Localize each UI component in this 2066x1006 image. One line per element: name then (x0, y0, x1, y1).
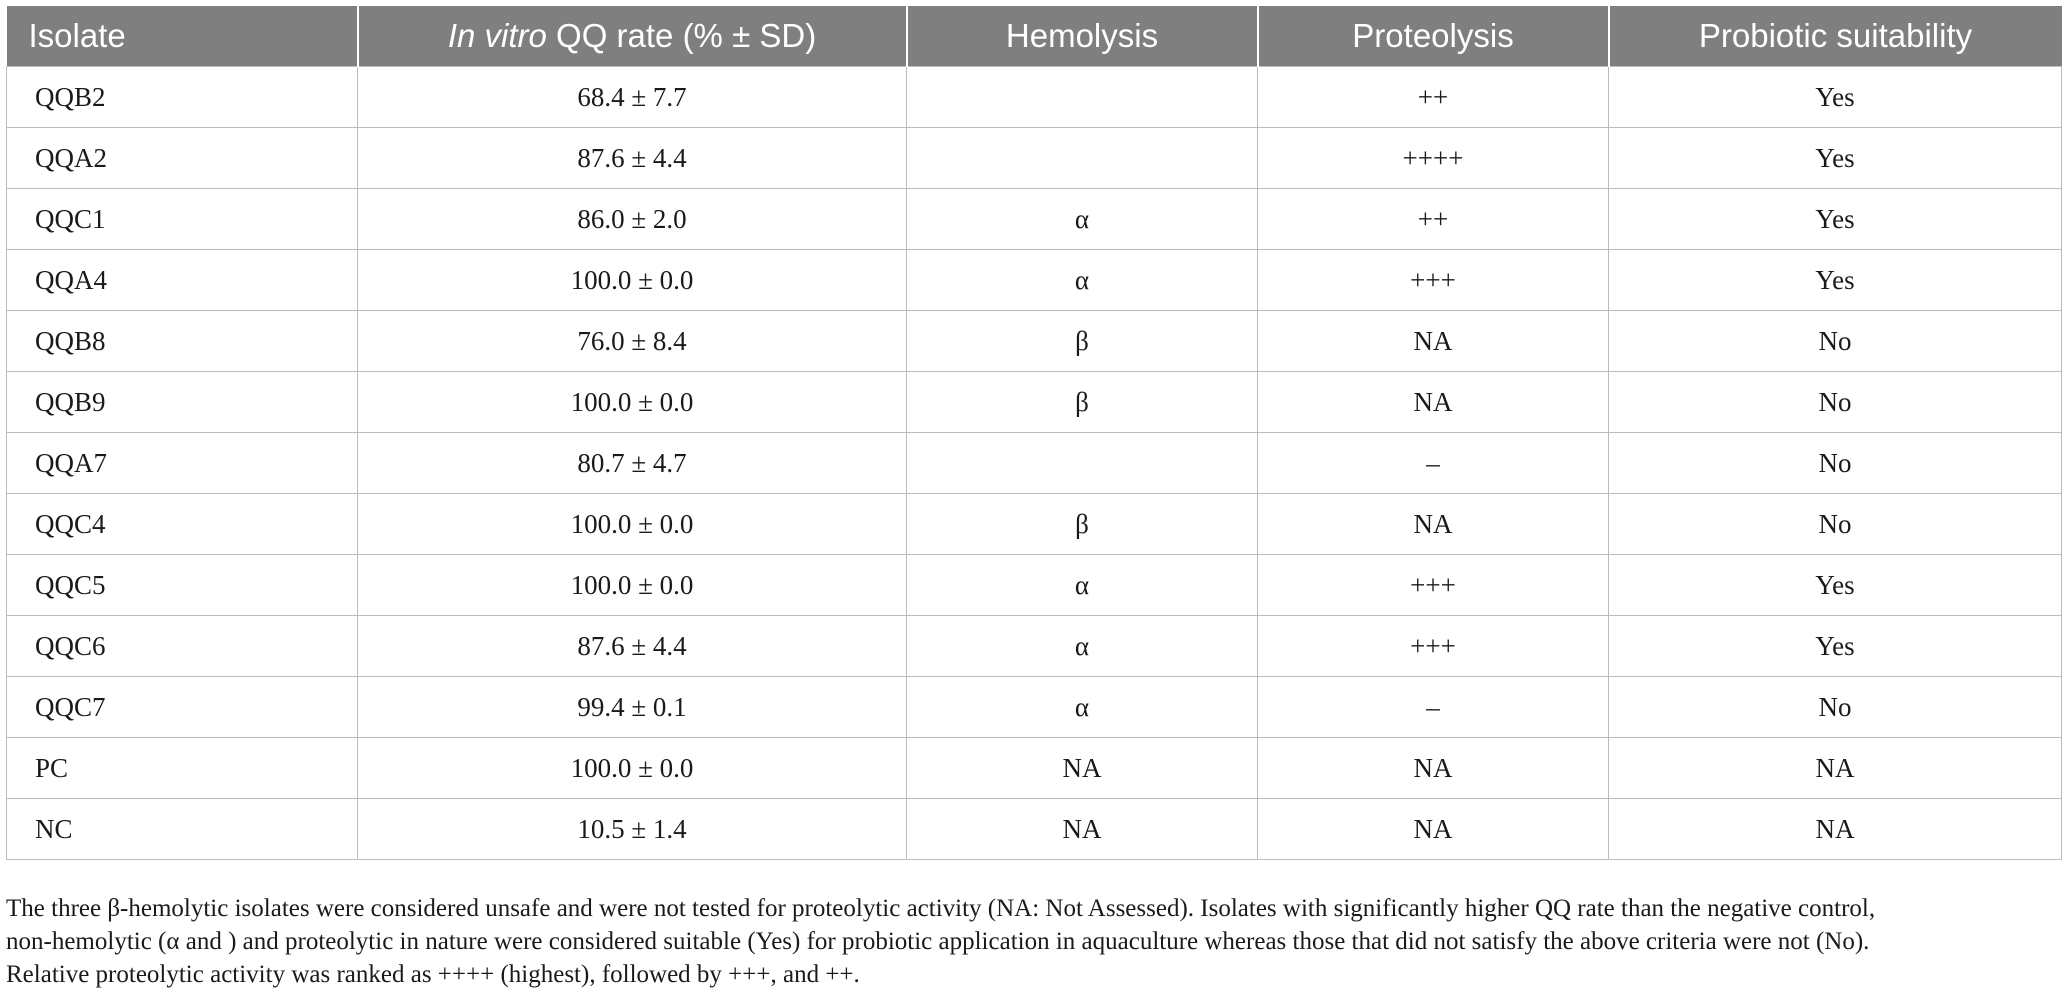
cell-hemolysis: α (907, 616, 1258, 677)
cell-probiotic-suitability: NA (1609, 738, 2062, 799)
table-row (7, 555, 2062, 616)
cell-probiotic-suitability: No (1609, 372, 2062, 433)
table-row (7, 311, 2062, 372)
cell-probiotic-suitability: No (1609, 311, 2062, 372)
cell-hemolysis: β (907, 372, 1258, 433)
table-row (7, 799, 2062, 860)
results-table-container (6, 6, 2061, 860)
table-row (7, 250, 2062, 311)
cell-qq-rate: 87.6 ± 4.4 (358, 616, 907, 677)
cell-qq-rate: 100.0 ± 0.0 (358, 738, 907, 799)
cell-hemolysis: NA (907, 799, 1258, 860)
header-proteolysis: Proteolysis (1258, 6, 1609, 67)
cell-hemolysis (907, 128, 1258, 189)
cell-qq-rate: 80.7 ± 4.7 (358, 433, 907, 494)
cell-qq-rate: 86.0 ± 2.0 (358, 189, 907, 250)
cell-isolate: QQC7 (7, 677, 358, 738)
cell-probiotic-suitability: NA (1609, 799, 2062, 860)
cell-isolate: NC (7, 799, 358, 860)
cell-hemolysis: α (907, 189, 1258, 250)
cell-proteolysis: NA (1258, 372, 1609, 433)
table-body (7, 67, 2062, 860)
cell-probiotic-suitability: Yes (1609, 67, 2062, 128)
cell-proteolysis: +++ (1258, 555, 1609, 616)
cell-hemolysis: β (907, 494, 1258, 555)
cell-hemolysis (907, 433, 1258, 494)
cell-qq-rate: 99.4 ± 0.1 (358, 677, 907, 738)
table-row (7, 494, 2062, 555)
cell-isolate: QQB2 (7, 67, 358, 128)
cell-proteolysis: NA (1258, 494, 1609, 555)
cell-hemolysis: NA (907, 738, 1258, 799)
table-row (7, 677, 2062, 738)
cell-probiotic-suitability: Yes (1609, 616, 2062, 677)
cell-proteolysis: NA (1258, 799, 1609, 860)
header-qq-rate-rest: QQ rate (% ± SD) (546, 17, 817, 54)
cell-probiotic-suitability: Yes (1609, 189, 2062, 250)
cell-proteolysis: ++ (1258, 189, 1609, 250)
footnote-line-2: non-hemolytic (α and ) and proteolytic in nature were considered suitable (Yes) for probiotic application in aquaculture whereas those that did not satisfy the above criteria were not (No). (6, 928, 1870, 955)
cell-isolate: PC (7, 738, 358, 799)
cell-hemolysis: α (907, 677, 1258, 738)
cell-isolate: QQC6 (7, 616, 358, 677)
table-header (7, 6, 2062, 67)
cell-isolate: QQB8 (7, 311, 358, 372)
footnote-line-3: Relative proteolytic activity was ranked as ++++ (highest), followed by +++, and ++. (6, 961, 860, 988)
cell-isolate: QQC4 (7, 494, 358, 555)
table-row (7, 616, 2062, 677)
table-row (7, 738, 2062, 799)
cell-probiotic-suitability: No (1609, 433, 2062, 494)
results-table (6, 6, 2062, 860)
header-probiotic-suitability: Probiotic suitability (1609, 6, 2062, 67)
header-qq-rate-italic: In vitro (447, 17, 547, 54)
cell-hemolysis: α (907, 555, 1258, 616)
cell-proteolysis: +++ (1258, 616, 1609, 677)
cell-isolate: QQC5 (7, 555, 358, 616)
table-row (7, 189, 2062, 250)
table-footnote (6, 892, 2061, 991)
cell-qq-rate: 10.5 ± 1.4 (358, 799, 907, 860)
cell-hemolysis (907, 67, 1258, 128)
cell-proteolysis: NA (1258, 311, 1609, 372)
cell-probiotic-suitability: Yes (1609, 250, 2062, 311)
cell-proteolysis: ++++ (1258, 128, 1609, 189)
cell-qq-rate: 100.0 ± 0.0 (358, 555, 907, 616)
header-hemolysis: Hemolysis (907, 6, 1258, 67)
cell-hemolysis: β (907, 311, 1258, 372)
table-row (7, 67, 2062, 128)
cell-proteolysis: +++ (1258, 250, 1609, 311)
cell-qq-rate: 76.0 ± 8.4 (358, 311, 907, 372)
cell-isolate: QQB9 (7, 372, 358, 433)
cell-proteolysis: ++ (1258, 67, 1609, 128)
table-row (7, 433, 2062, 494)
table-row (7, 128, 2062, 189)
cell-qq-rate: 68.4 ± 7.7 (358, 67, 907, 128)
cell-proteolysis: – (1258, 433, 1609, 494)
cell-isolate: QQC1 (7, 189, 358, 250)
cell-hemolysis: α (907, 250, 1258, 311)
cell-qq-rate: 100.0 ± 0.0 (358, 372, 907, 433)
footnote-line-1: The three β-hemolytic isolates were considered unsafe and were not tested for proteolytic activity (NA: Not Assessed). Isolates with significantly higher QQ rate than the negative control, (6, 895, 1876, 922)
cell-qq-rate: 100.0 ± 0.0 (358, 494, 907, 555)
header-row (7, 6, 2062, 67)
cell-qq-rate: 100.0 ± 0.0 (358, 250, 907, 311)
table-row (7, 372, 2062, 433)
header-qq-rate (358, 6, 907, 67)
cell-isolate: QQA2 (7, 128, 358, 189)
cell-isolate: QQA4 (7, 250, 358, 311)
cell-qq-rate: 87.6 ± 4.4 (358, 128, 907, 189)
cell-probiotic-suitability: Yes (1609, 128, 2062, 189)
header-isolate: Isolate (7, 6, 358, 67)
cell-proteolysis: NA (1258, 738, 1609, 799)
cell-probiotic-suitability: No (1609, 677, 2062, 738)
cell-proteolysis: – (1258, 677, 1609, 738)
cell-probiotic-suitability: No (1609, 494, 2062, 555)
cell-probiotic-suitability: Yes (1609, 555, 2062, 616)
cell-isolate: QQA7 (7, 433, 358, 494)
